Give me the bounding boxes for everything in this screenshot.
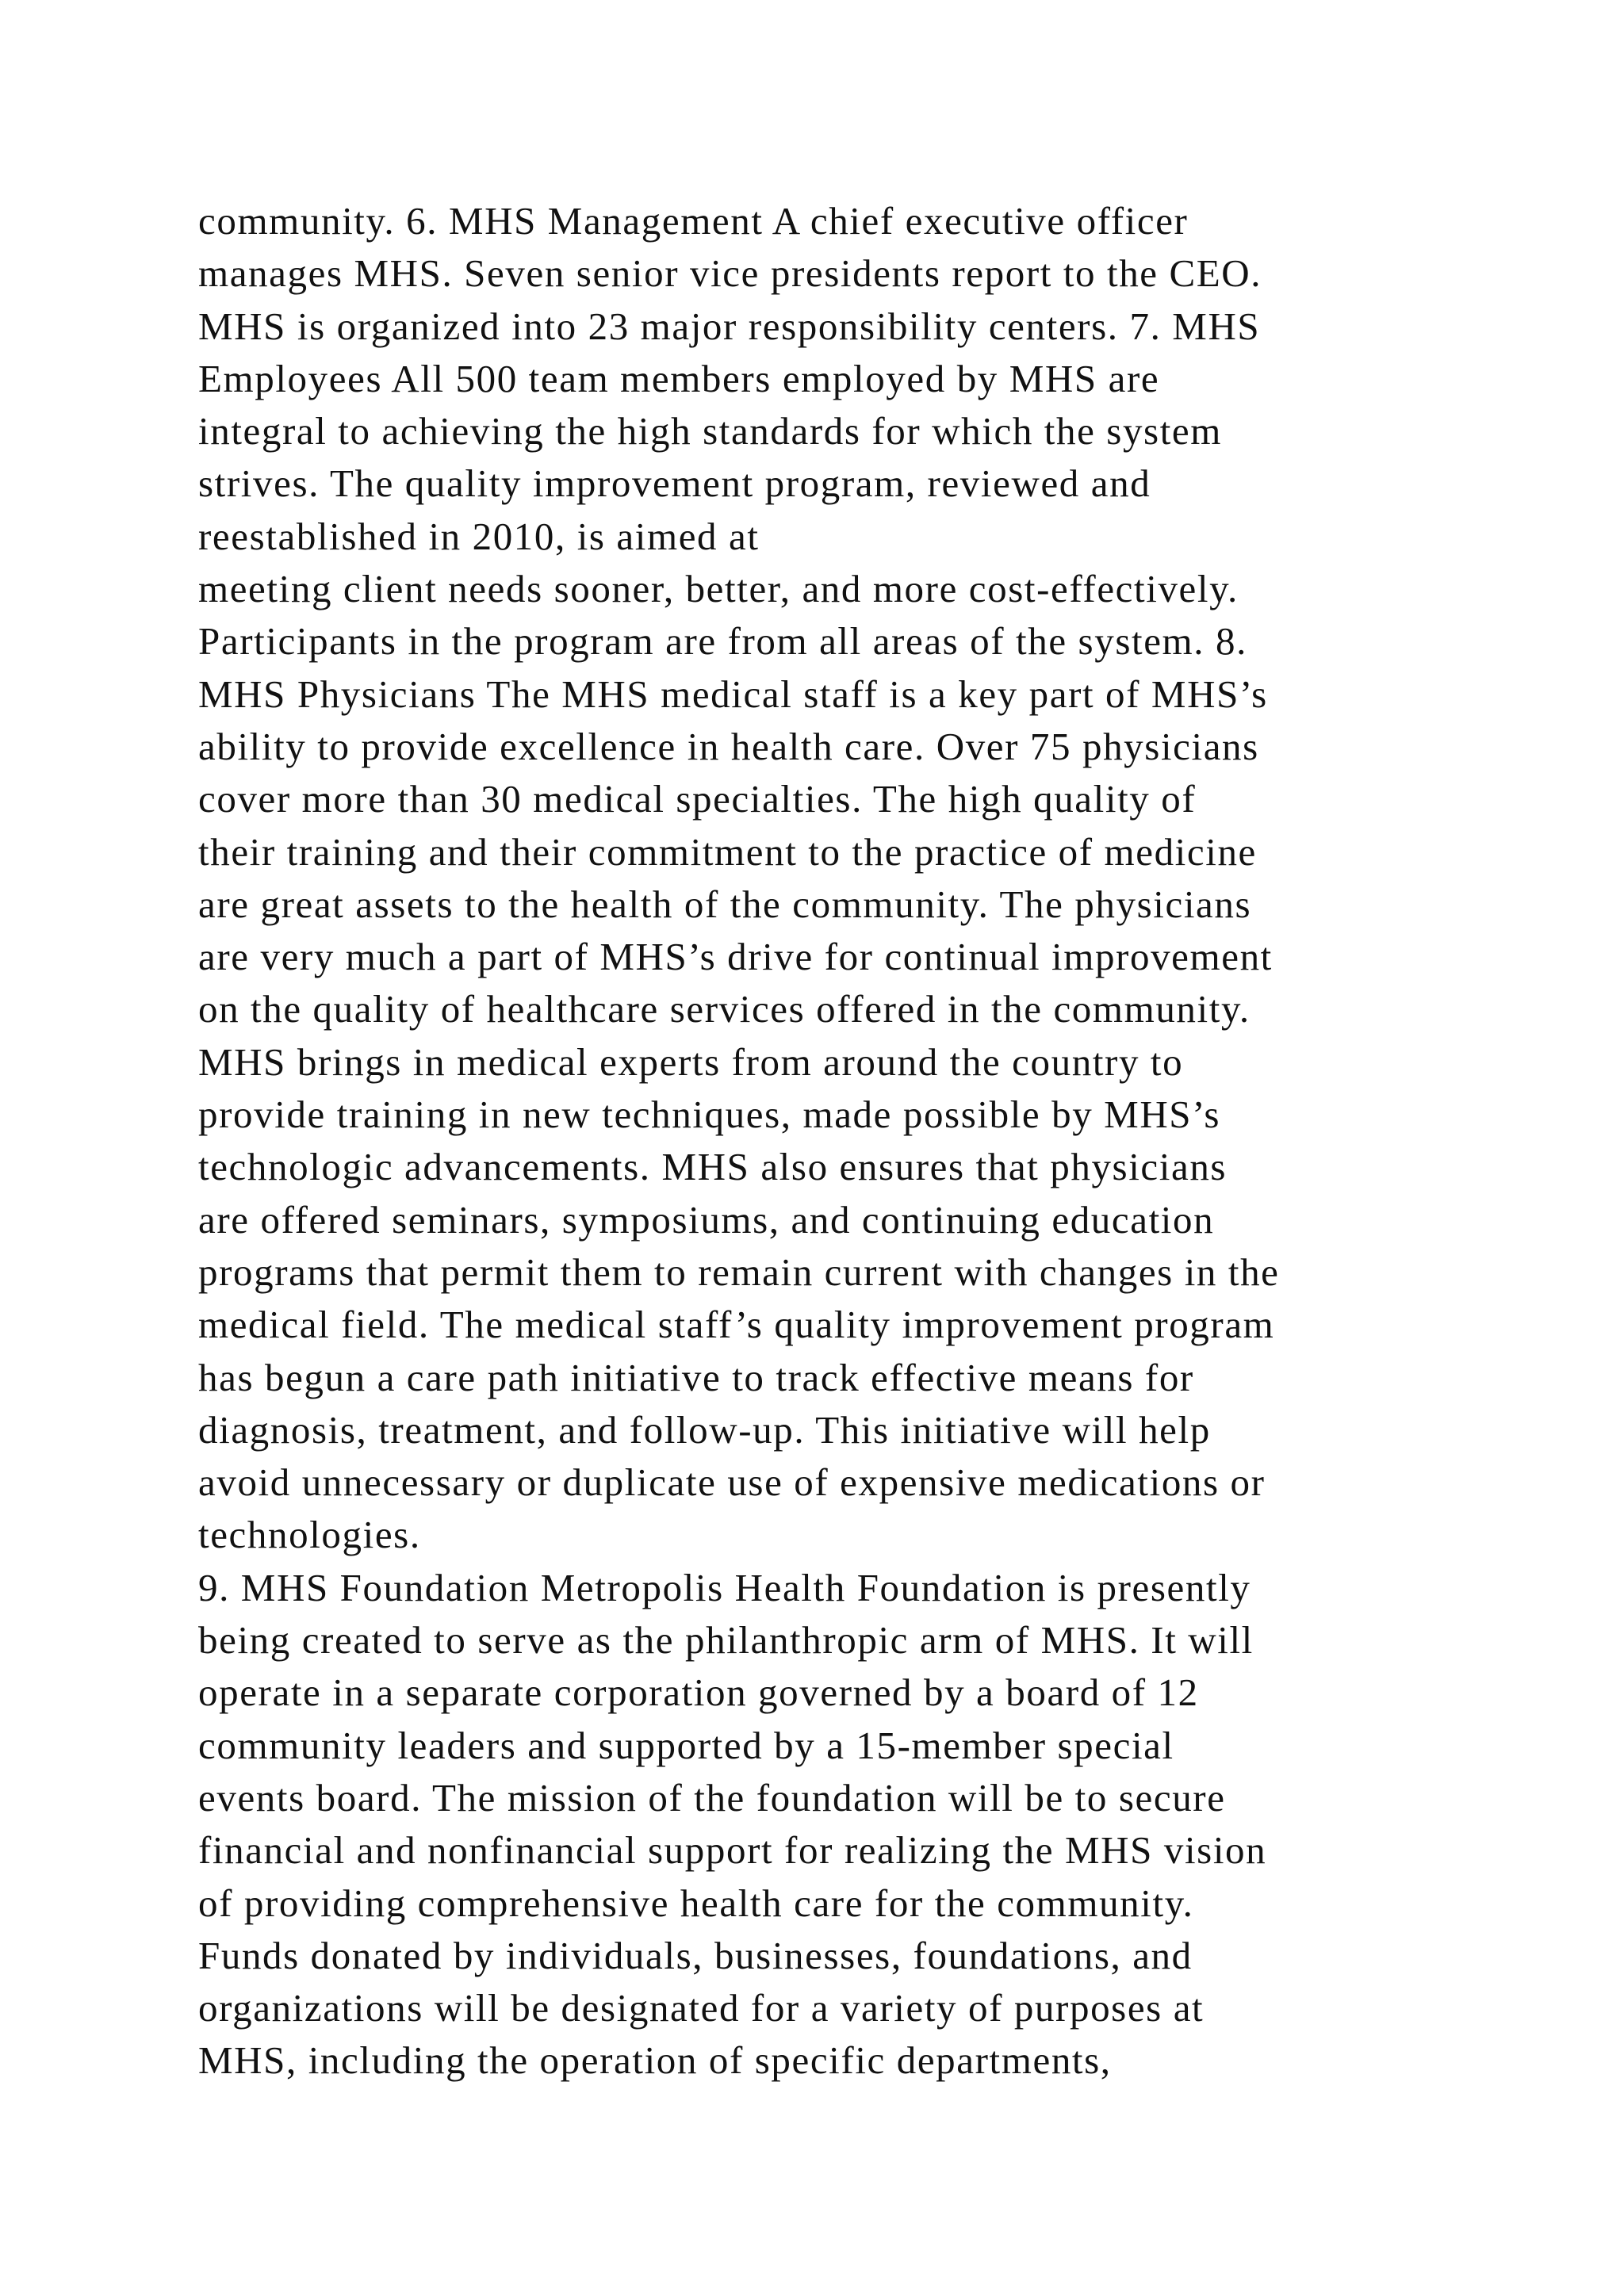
text-line: cover more than 30 medical specialties. The high quality of [198,777,1197,821]
text-line: MHS brings in medical experts from around the country to [198,1039,1184,1084]
text-line: meeting client needs sooner, better, and more cost-effectively. [198,567,1239,611]
text-line: financial and nonfinancial support for realizing the MHS vision [198,1828,1267,1873]
text-line: MHS, including the operation of specific departments, [198,2038,1112,2083]
text-line: integral to achieving the high standards for which the system [198,409,1222,453]
text-line: manages MHS. Seven senior vice presidents report to the CEO. [198,251,1262,296]
text-line: being created to serve as the philanthropic arm of MHS. It will [198,1618,1254,1663]
text-line: community. 6. MHS Management A chief executive officer [198,199,1189,243]
text-line: programs that permit them to remain current with changes in the [198,1249,1280,1294]
text-line: are offered seminars, symposiums, and continuing education [198,1197,1215,1242]
text-line: reestablished in 2010, is aimed at [198,514,760,558]
text-line: has begun a care path initiative to track effective means for [198,1355,1194,1399]
body-text [198,195,1546,2087]
text-line: diagnosis, treatment, and follow-up. This initiative will help [198,1407,1211,1452]
text-line: are very much a part of MHS’s drive for continual improvement [198,935,1273,979]
text-line: medical field. The medical staff’s quality improvement program [198,1303,1275,1347]
text-line: provide training in new techniques, made possible by MHS’s [198,1093,1221,1137]
text-line: of providing comprehensive health care for the community. [198,1881,1194,1925]
text-line: technologies. [198,1513,421,1557]
text-line: ability to provide excellence in health care. Over 75 physicians [198,724,1259,768]
text-line: avoid unnecessary or duplicate use of expensive medications or [198,1460,1266,1505]
text-line: MHS is organized into 23 major responsibility centers. 7. MHS [198,304,1261,348]
text-line: events board. The mission of the foundation will be to secure [198,1775,1226,1820]
text-line: on the quality of healthcare services offered in the community. [198,987,1251,1031]
text-line: operate in a separate corporation governed by a board of 12 [198,1670,1199,1715]
text-line: MHS Physicians The MHS medical staff is a key part of MHS’s [198,672,1268,716]
text-line: technologic advancements. MHS also ensures that physicians [198,1145,1228,1189]
text-line: Employees All 500 team members employed by MHS are [198,356,1160,400]
text-line: Participants in the program are from all areas of the system. 8. [198,619,1247,664]
text-line: organizations will be designated for a variety of purposes at [198,1986,1205,2030]
text-line: strives. The quality improvement program, reviewed and [198,461,1151,506]
text-line: Funds donated by individuals, businesses, foundations, and [198,1933,1193,1977]
text-line: are great assets to the health of the community. The physicians [198,882,1252,926]
text-line: community leaders and supported by a 15-member special [198,1723,1174,1767]
text-line: 9. MHS Foundation Metropolis Health Foundation is presently [198,1565,1251,1609]
text-line: their training and their commitment to the practice of medicine [198,829,1257,874]
